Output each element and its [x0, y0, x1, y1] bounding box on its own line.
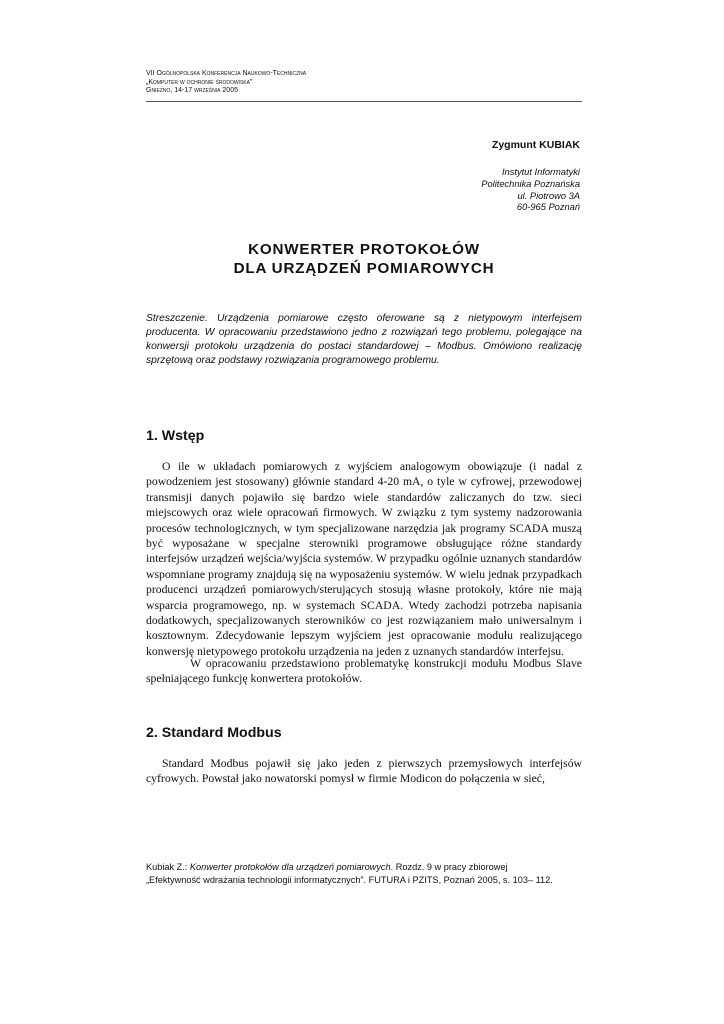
- abstract: Streszczenie. Urządzenia pomiarowe często oferowane są z nietypowym interfejsem producenta. W opracowaniu przedstawiono jedno z rozwiązań tego problemu, polegające na konwersji protokołu urządzenia do postaci standardowej – Modbus. Omówiono realizację sprzętową oraz podstawy rozwiązania programowego problemu.: [146, 313, 582, 367]
- paper-title-line-1: KONWERTER PROTOKOŁÓW: [248, 241, 480, 258]
- affiliation-line: Instytut Informatyki: [501, 167, 580, 177]
- citation-line-2: „Efektywność wdrażania technologii informatycznych”. FUTURA i PZITS, Poznań 2005, s. 103– 112.: [146, 875, 553, 886]
- body-paragraph: Standard Modbus pojawił się jako jeden z pierwszych przemysłowych interfejsów cyfrowych. Powstał jako nowatorski pomysł w firmie Modicon do połączenia w sieć,: [146, 757, 582, 786]
- header-conference: VII Ogólnopolska Konferencja Naukowo-Techniczna: [146, 70, 307, 77]
- running-header: [146, 70, 582, 96]
- header-place-date: Gniezno, 14-17 września 2005: [146, 87, 238, 95]
- section-heading-introduction: 1. Wstęp: [146, 428, 205, 444]
- paper-title-line-2: DLA URZĄDZEŃ POMIAROWYCH: [233, 260, 495, 277]
- body-paragraph: O ile w układach pomiarowych z wyjściem analogowym obowiązuje (i nadal z powodzeniem jest stosowany) głównie standard 4-20 mA, o tyle w cyfrowej, przewodowej transmisji danych pojawiło się bardzo wiele standardów zaliczanych do tzw. sieci miejscowych oraz wiele opracowań firmowych. W związku z tym systemy nadzorowania procesów technologicznych, w tym specjalizowane narzędzia jak programy SCADA muszą być wyposażane w specjalne sterowniki programowe obsługujące różne standardy interfejsów urządzeń wejścia/wyjścia systemów. W przypadku ogólnie uznanych standardów wspomniane programy znajdują się na wyposażeniu systemów. W wielu jednak przypadkach producenci urządzeń pomiarowych/sterujących stosują własne protokoły, które nie mają wsparcia programowego, np. w systemach SCADA. Wtedy zachodzi potrzeba napisania dodatkowych, specjalizowanych sterowników co jest rozwiązaniem mało uniwersalnym i kosztownym. Zdecydowanie lepszym wyjściem jest opracowanie modułu realizującego konwersję nietypowego protokołu urządzenia na jeden z uznanych standardów interfejsu.: [146, 460, 582, 658]
- section-heading-modbus: 2. Standard Modbus: [146, 725, 282, 741]
- citation-chapter: . Rozdz. 9 w pracy zbiorowej: [390, 862, 508, 872]
- citation-footer: [146, 861, 586, 887]
- body-paragraph: W opracowaniu przedstawiono problematykę konstrukcji modułu Modbus Slave spełniającego funkcję konwertera protokołów.: [146, 657, 582, 686]
- citation-author: Kubiak Z.:: [146, 862, 190, 872]
- affiliation-line: 60-965 Poznań: [516, 202, 580, 213]
- header-theme: „Komputer w ochronie środowiska”: [146, 78, 253, 86]
- citation-line-1: [146, 861, 586, 874]
- author-name: Zygmunt KUBIAK: [491, 139, 580, 151]
- affiliation-line: Politechnika Poznańska: [481, 178, 580, 189]
- citation-title: Konwerter protokołów dla urządzeń pomiarowych: [189, 862, 391, 872]
- affiliation-line: ul. Piotrowo 3A: [517, 190, 580, 201]
- header-divider: [146, 101, 582, 102]
- author-affiliation: [481, 167, 580, 214]
